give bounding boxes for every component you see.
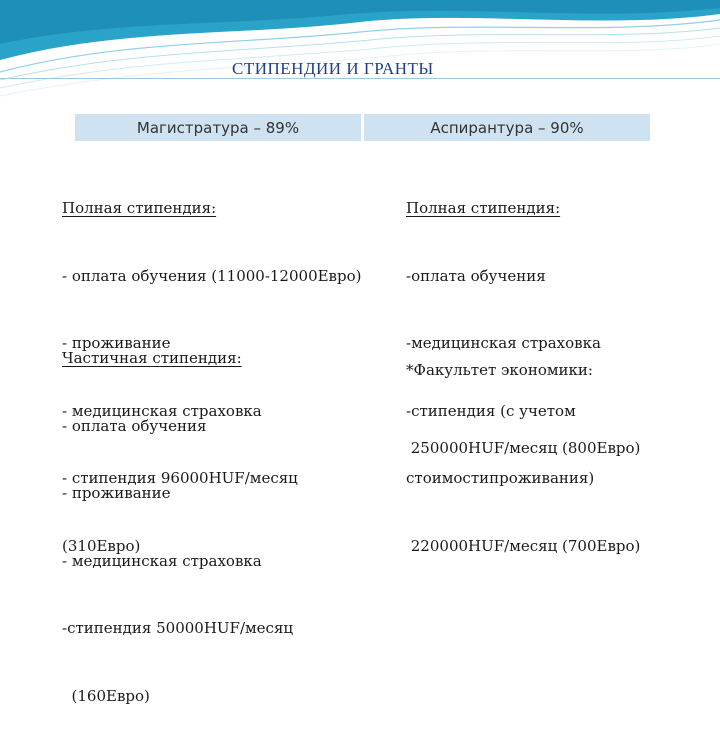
header-phd: Аспирантура – 90% — [430, 118, 584, 137]
left-full-line: (310Евро) — [62, 536, 141, 555]
faculty-label: *Факультет экономики: — [406, 361, 593, 379]
right-full-line: 220000HUF/месяц (700Евро) — [406, 536, 641, 555]
faculty-amount: 250000HUF/месяц (800Евро) — [406, 438, 641, 457]
right-full-line: -медицинская страховка — [406, 334, 601, 352]
left-full-line: - оплата обучения (11000-12000Евро) — [62, 266, 362, 285]
header-bar — [75, 114, 650, 141]
left-partial-line: (160Евро) — [62, 686, 150, 705]
right-full-line: -стипендия (с учетом — [406, 401, 576, 420]
right-faculty-block — [406, 314, 640, 482]
header-masters: Магистратура – 89% — [136, 118, 300, 137]
left-partial-line: - медицинская страховка — [62, 551, 262, 570]
left-partial-block — [62, 302, 293, 730]
left-partial-line: -стипендия 50000HUF/месяц — [62, 619, 294, 637]
left-full-line: - стипендия 96000HUF/месяц — [62, 469, 298, 487]
left-partial-line: - проживание — [62, 484, 171, 502]
wave-decoration — [0, 0, 720, 110]
right-full-heading: Полная стипендия: — [406, 199, 561, 217]
left-partial-heading: Частичная стипендия: — [62, 349, 242, 367]
right-full-line: стоимостипроживания) — [406, 469, 595, 487]
left-full-heading: Полная стипендия: — [62, 199, 217, 217]
left-full-line: - медицинская страховка — [62, 401, 262, 420]
page-title: СТИПЕНДИИ И ГРАНТЫ — [232, 59, 434, 78]
right-full-line: -оплата обучения — [406, 266, 546, 285]
left-partial-line: - оплата обучения — [62, 416, 207, 435]
left-full-line: - проживание — [62, 334, 171, 352]
